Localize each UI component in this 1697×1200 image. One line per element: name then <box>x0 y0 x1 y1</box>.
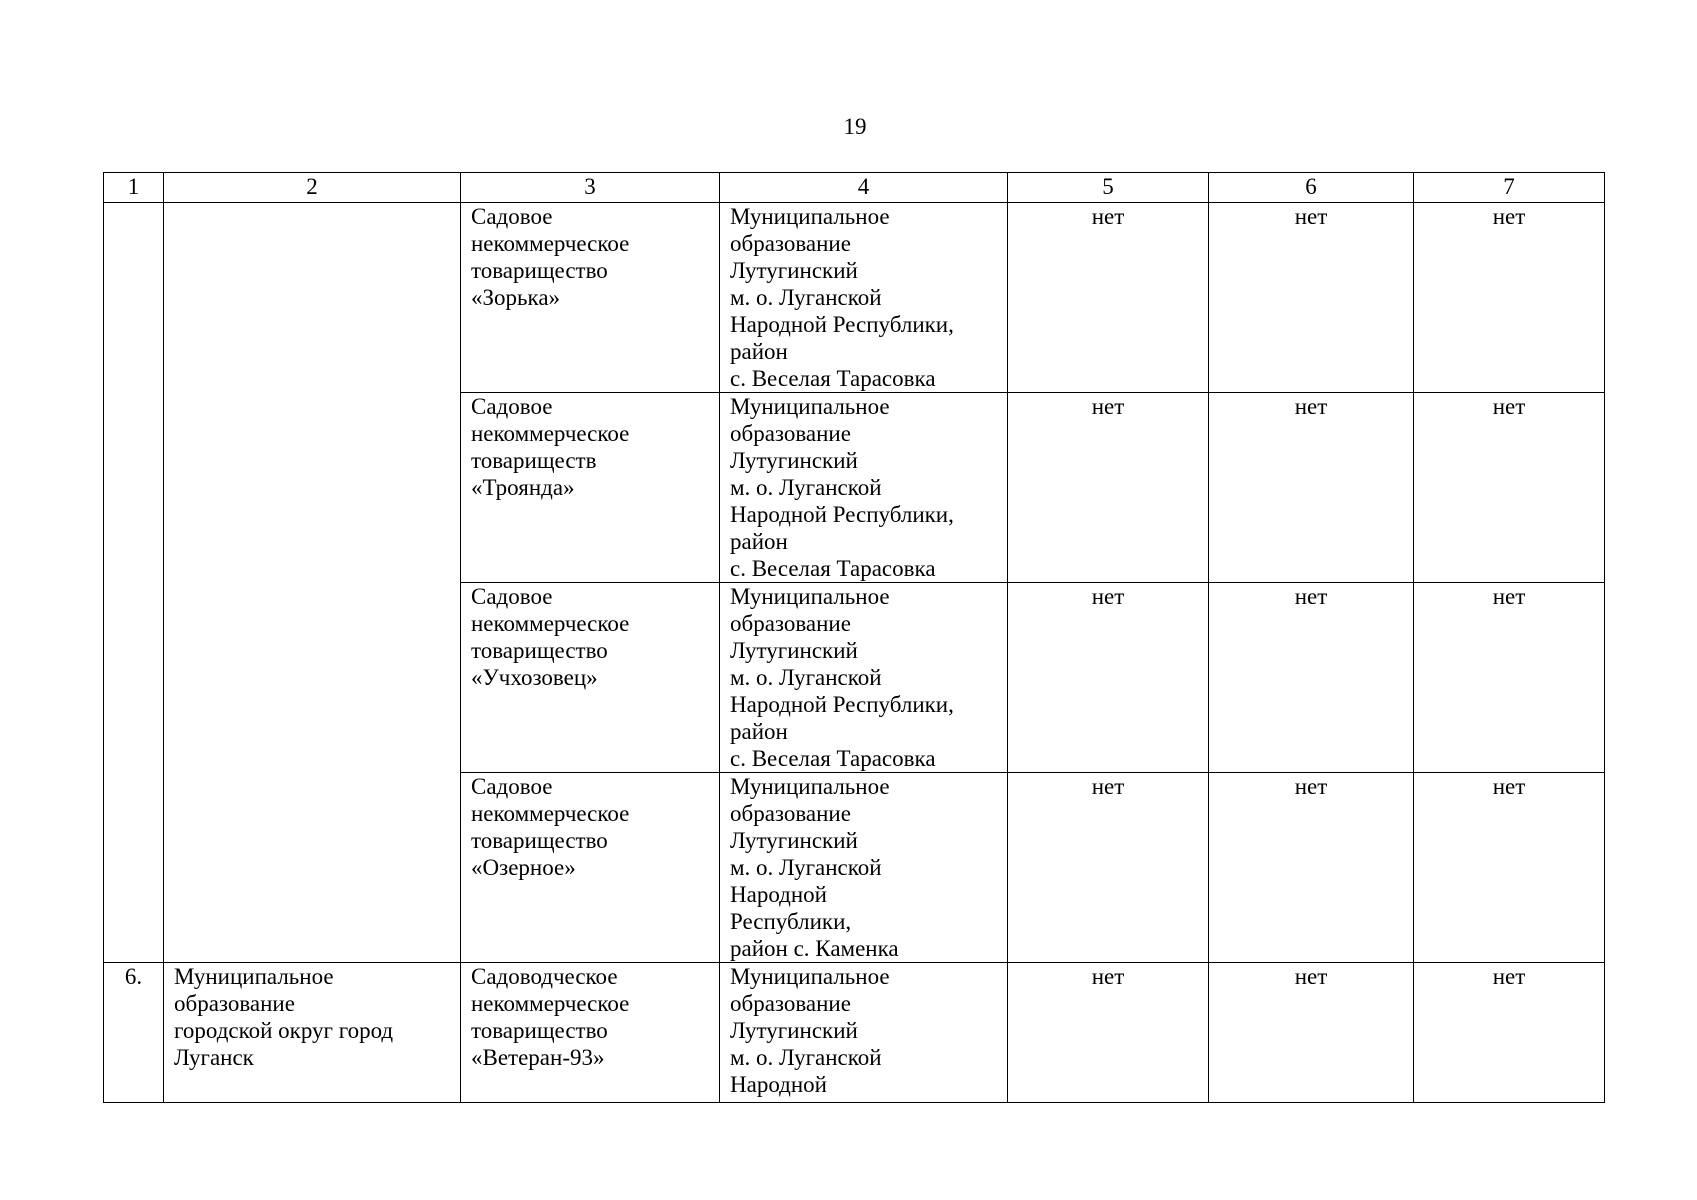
col7-cell: нет <box>1414 583 1605 773</box>
cell-text-line: товарищество <box>471 828 608 853</box>
col7-cell: нет <box>1414 773 1605 963</box>
location-cell <box>720 203 1008 393</box>
cell-text-line: Муниципальное <box>730 584 890 609</box>
cell-text-line: Лутугинский <box>730 448 858 473</box>
organization-cell <box>461 583 720 773</box>
cell-text-line: м. о. Луганской <box>730 665 882 690</box>
header-cell: 7 <box>1414 173 1605 203</box>
cell-text-line: район <box>730 529 788 554</box>
header-cell: 6 <box>1209 173 1414 203</box>
cell-text-line: Лутугинский <box>730 638 858 663</box>
col5-cell: нет <box>1008 393 1209 583</box>
cell-text-line: Садовое <box>471 774 553 799</box>
cell-text-line: Садоводческое <box>471 964 618 989</box>
table-row <box>104 203 1605 393</box>
cell-text-line: Садовое <box>471 204 553 229</box>
cell-text-line: с. Веселая Тарасовка <box>730 556 936 581</box>
col7-cell: нет <box>1414 393 1605 583</box>
page-number: 19 <box>843 114 867 139</box>
location-cell <box>720 583 1008 773</box>
cell-text-line: товариществ <box>471 448 597 473</box>
cell-text-line: некоммерческое <box>471 421 630 446</box>
cell-text-line: Лутугинский <box>730 258 858 283</box>
cell-text-line: городской округ город <box>174 1018 394 1043</box>
cell-text-line: район <box>730 719 788 744</box>
cell-text-line: Народной <box>730 882 827 907</box>
cell-text-line: м. о. Луганской <box>730 1045 882 1070</box>
row-number-cell: 6. <box>104 963 164 1103</box>
cell-text-line: Муниципальное <box>174 964 334 989</box>
col5-cell: нет <box>1008 963 1209 1103</box>
cell-text-line: м. о. Луганской <box>730 475 882 500</box>
cell-text-line: «Озерное» <box>471 855 576 880</box>
cell-text-line: образование <box>730 231 851 256</box>
cell-text-line: Луганск <box>174 1045 254 1070</box>
col7-cell: нет <box>1414 203 1605 393</box>
cell-text-line: район с. Каменка <box>730 936 899 961</box>
col6-cell: нет <box>1209 963 1414 1103</box>
data-table <box>103 172 1605 1103</box>
cell-text-line: Народной Республики, <box>730 312 954 337</box>
col6-cell: нет <box>1209 773 1414 963</box>
row-number-cell <box>104 203 164 963</box>
cell-text-line: Лутугинский <box>730 828 858 853</box>
col6-cell: нет <box>1209 393 1414 583</box>
cell-text-line: «Зорька» <box>471 285 561 310</box>
cell-text-line: Лутугинский <box>730 1018 858 1043</box>
header-cell: 1 <box>104 173 164 203</box>
header-row <box>104 173 1605 203</box>
cell-text-line: м. о. Луганской <box>730 285 882 310</box>
cell-text-line: Муниципальное <box>730 204 890 229</box>
col5-cell: нет <box>1008 773 1209 963</box>
cell-text-line: товарищество <box>471 258 608 283</box>
header-cell: 3 <box>461 173 720 203</box>
cell-text-line: район <box>730 339 788 364</box>
location-cell <box>720 963 1008 1103</box>
cell-text-line: образование <box>174 991 295 1016</box>
col7-cell: нет <box>1414 963 1605 1103</box>
organization-cell <box>461 393 720 583</box>
col6-cell: нет <box>1209 583 1414 773</box>
cell-text-line: Садовое <box>471 584 553 609</box>
organization-cell <box>461 963 720 1103</box>
header-cell: 5 <box>1008 173 1209 203</box>
cell-text-line: некоммерческое <box>471 611 630 636</box>
cell-text-line: Республики, <box>730 909 852 934</box>
cell-text-line: Муниципальное <box>730 774 890 799</box>
municipality-cell <box>164 963 461 1103</box>
table-row <box>104 963 1605 1103</box>
cell-text-line: «Ветеран-93» <box>471 1045 605 1070</box>
cell-text-line: Народной Республики, <box>730 502 954 527</box>
municipality-cell <box>164 203 461 963</box>
cell-text-line: Народной <box>730 1072 827 1097</box>
cell-text-line: «Учхозовец» <box>471 665 598 690</box>
cell-text-line: образование <box>730 611 851 636</box>
cell-text-line: товарищество <box>471 638 608 663</box>
location-cell <box>720 773 1008 963</box>
cell-text-line: некоммерческое <box>471 231 630 256</box>
cell-text-line: м. о. Луганской <box>730 855 882 880</box>
col6-cell: нет <box>1209 203 1414 393</box>
cell-text-line: с. Веселая Тарасовка <box>730 366 936 391</box>
location-cell <box>720 393 1008 583</box>
cell-text-line: некоммерческое <box>471 991 630 1016</box>
col5-cell: нет <box>1008 583 1209 773</box>
cell-text-line: Муниципальное <box>730 394 890 419</box>
cell-text-line: «Троянда» <box>471 475 575 500</box>
cell-text-line: Садовое <box>471 394 553 419</box>
cell-text-line: Муниципальное <box>730 964 890 989</box>
cell-text-line: образование <box>730 801 851 826</box>
organization-cell <box>461 203 720 393</box>
cell-text-line: товарищество <box>471 1018 608 1043</box>
col5-cell: нет <box>1008 203 1209 393</box>
cell-text-line: некоммерческое <box>471 801 630 826</box>
cell-text-line: с. Веселая Тарасовка <box>730 746 936 771</box>
cell-text-line: Народной Республики, <box>730 692 954 717</box>
header-cell: 2 <box>164 173 461 203</box>
header-cell: 4 <box>720 173 1008 203</box>
organization-cell <box>461 773 720 963</box>
cell-text-line: образование <box>730 421 851 446</box>
cell-text-line: образование <box>730 991 851 1016</box>
